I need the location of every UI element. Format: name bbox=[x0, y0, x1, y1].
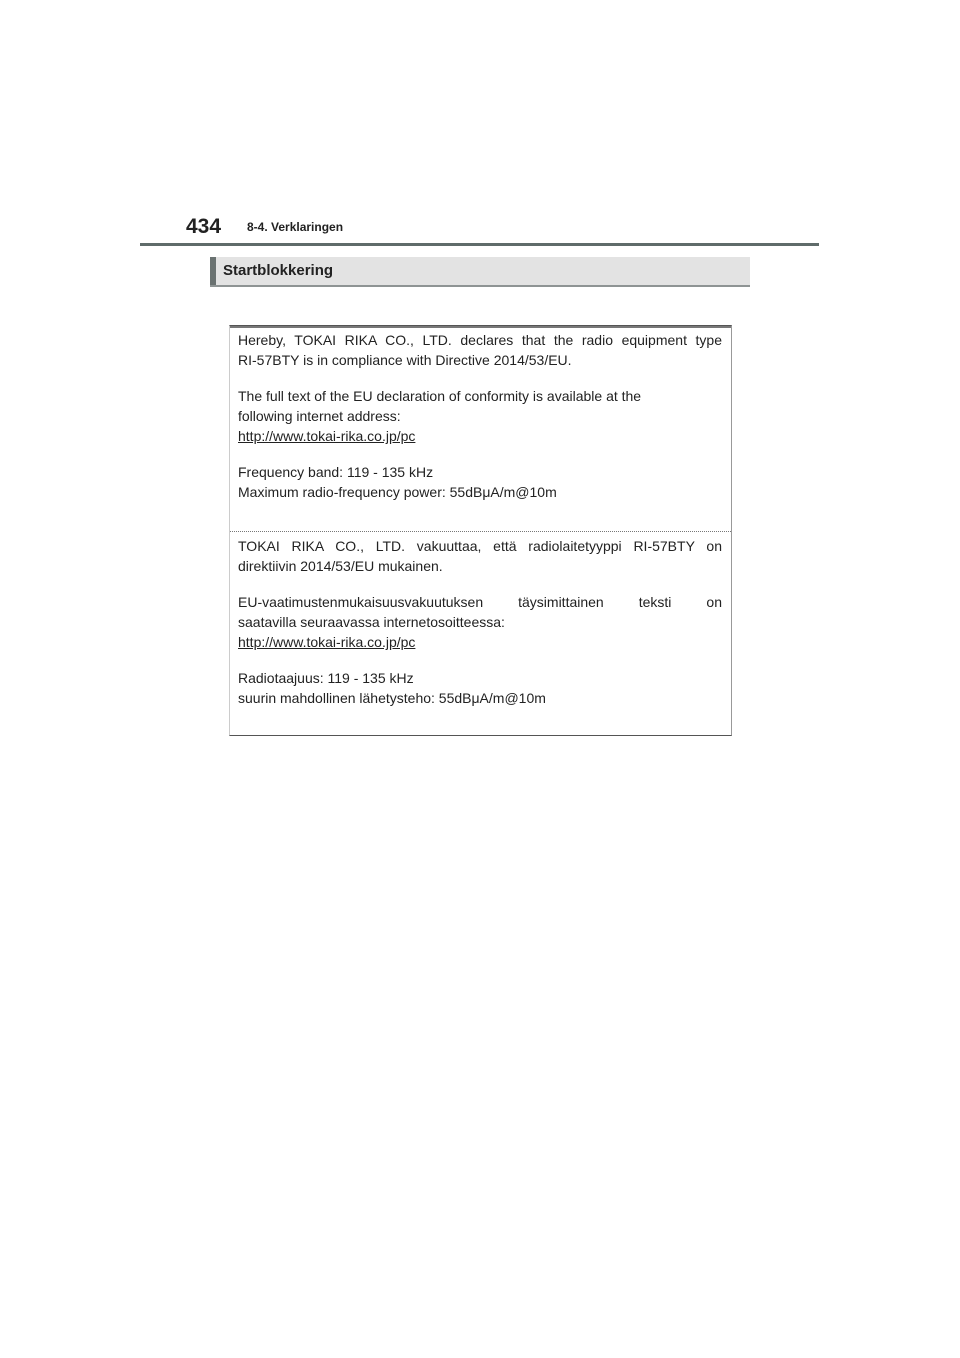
finnish-power: suurin mahdollinen lähetysteho: 55dBμA/m@10m bbox=[238, 690, 546, 706]
running-header: 8-4. Verklaringen bbox=[247, 220, 344, 234]
box-top-rule bbox=[230, 326, 731, 328]
section-heading-bar bbox=[210, 257, 750, 287]
section-title: Startblokkering bbox=[223, 262, 334, 279]
finnish-line-2: direktiivin 2014/53/EU mukainen. bbox=[238, 558, 443, 574]
finnish-line-4: saatavilla seuraavassa internetosoitteessa: bbox=[238, 614, 505, 630]
finnish-line-3: EU-vaatimustenmukaisuusvakuutuksen täysimittainen teksti on bbox=[238, 594, 722, 610]
english-line-3: The full text of the EU declaration of conformity is available at the bbox=[238, 388, 642, 404]
section-heading-accent bbox=[210, 257, 216, 285]
english-line-4: following internet address: bbox=[238, 408, 401, 424]
page-number: 434 bbox=[186, 215, 222, 238]
finnish-line-1: TOKAI RIKA CO., LTD. vakuuttaa, että radiolaitetyyppi RI-57BTY on bbox=[238, 538, 722, 554]
declaration-box bbox=[229, 325, 732, 736]
english-power: Maximum radio-frequency power: 55dBμA/m@10m bbox=[238, 484, 557, 500]
language-divider bbox=[230, 531, 731, 532]
header-rule bbox=[140, 243, 819, 246]
finnish-url-link[interactable]: http://www.tokai-rika.co.jp/pc bbox=[238, 634, 416, 650]
english-line-1: Hereby, TOKAI RIKA CO., LTD. declares that the radio equipment type bbox=[238, 332, 722, 348]
english-declaration bbox=[238, 330, 722, 502]
english-frequency: Frequency band: 119 - 135 kHz bbox=[238, 464, 434, 480]
english-line-2: RI-57BTY is in compliance with Directive 2014/53/EU. bbox=[238, 352, 572, 368]
finnish-declaration bbox=[238, 536, 722, 708]
finnish-frequency: Radiotaajuus: 119 - 135 kHz bbox=[238, 670, 414, 686]
english-url-link[interactable]: http://www.tokai-rika.co.jp/pc bbox=[238, 428, 416, 444]
